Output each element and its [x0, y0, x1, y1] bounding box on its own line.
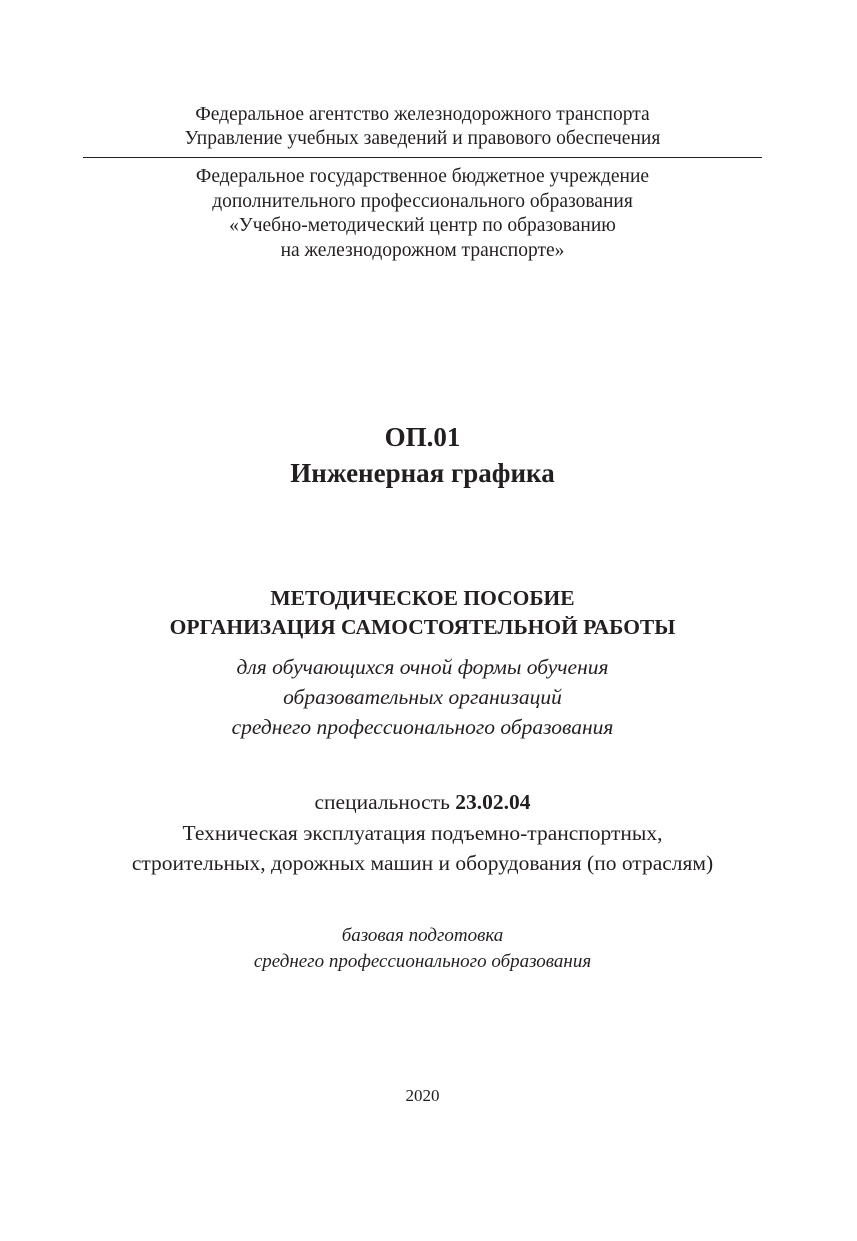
department-name: Управление учебных заведений и правового обеспечения — [184, 128, 661, 149]
institution-line-3: «Учебно-методический центр по образованию — [229, 215, 616, 236]
course-code: ОП.01 — [384, 422, 461, 452]
institution-line-2: дополнительного профессионального образования — [212, 191, 633, 212]
specialty-name-line-2: строительных, дорожных машин и оборудования (по отраслям) — [131, 851, 714, 875]
institution-line-1: Федеральное государственное бюджетное учреждение — [195, 166, 650, 187]
course-name: Инженерная графика — [290, 458, 555, 488]
specialty-name-line-1: Техническая эксплуатация подъемно-транспортных, — [182, 821, 663, 845]
audience-line-3: среднего профессионального образования — [231, 715, 614, 739]
specialty-line — [0, 788, 845, 816]
manual-type-line-1: МЕТОДИЧЕСКОЕ ПОСОБИЕ — [270, 586, 575, 610]
agency-name: Федеральное агентство железнодорожного транспорта — [195, 104, 650, 125]
training-line-1: базовая подготовка — [341, 925, 504, 946]
specialty-label: специальность — [314, 790, 456, 814]
publication-year: 2020 — [405, 1086, 440, 1105]
audience-line-1: для обучающихся очной формы обучения — [236, 655, 609, 679]
specialty-code: 23.02.04 — [455, 790, 531, 814]
audience-line-2: образовательных организаций — [283, 685, 562, 709]
institution-line-4: на железнодорожном транспорте» — [280, 240, 565, 261]
header-divider — [83, 157, 762, 158]
manual-type-line-2: ОРГАНИЗАЦИЯ САМОСТОЯТЕЛЬНОЙ РАБОТЫ — [169, 615, 676, 639]
training-line-2: среднего профессионального образования — [253, 951, 592, 972]
